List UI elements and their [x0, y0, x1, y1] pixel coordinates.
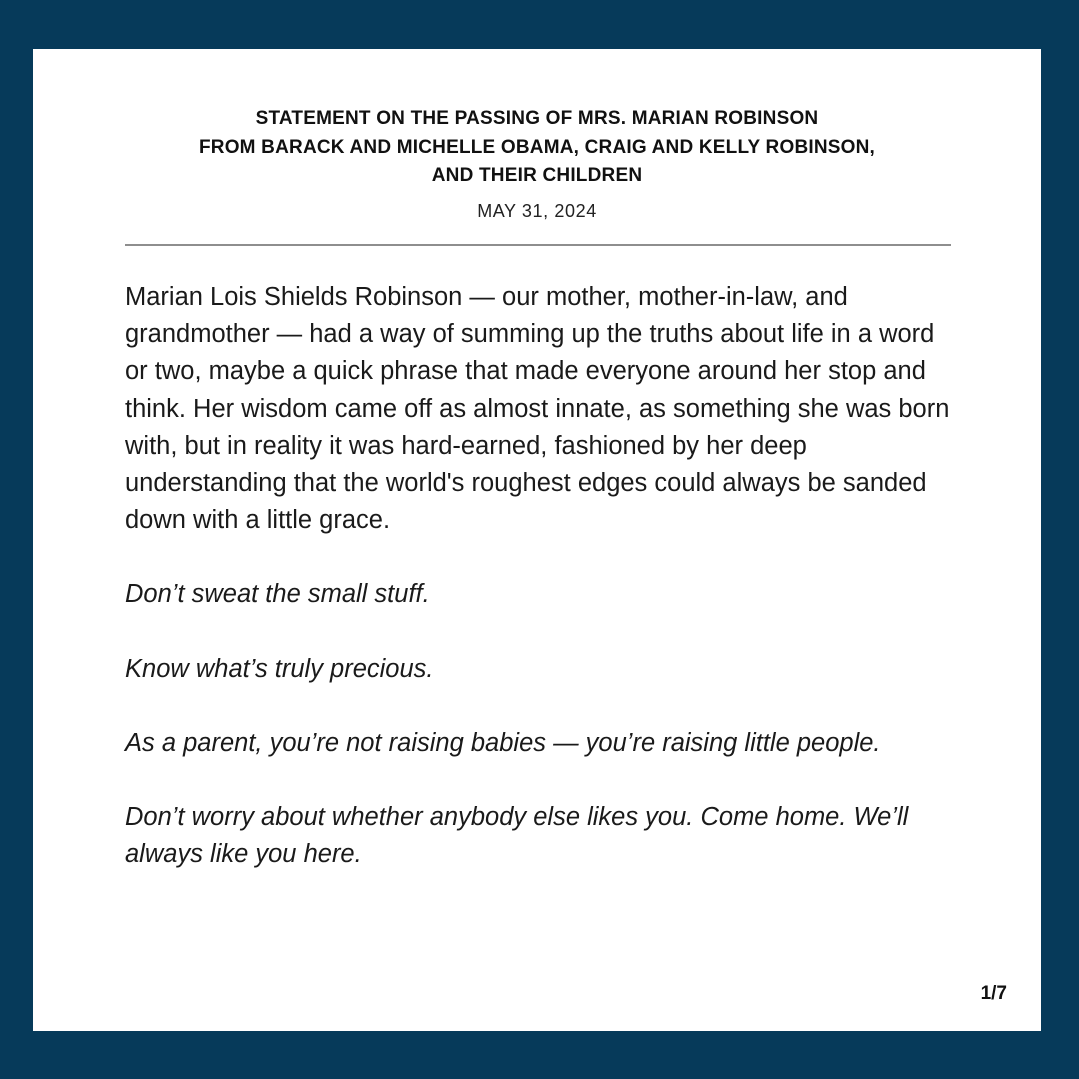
quote-1: Don’t sweat the small stuff.: [125, 580, 430, 609]
statement-card: [33, 49, 1041, 1031]
statement-date: MAY 31, 2024: [477, 200, 597, 221]
title-line-3: AND THEIR CHILDREN: [431, 165, 643, 186]
header-divider: [125, 244, 951, 246]
quote-4: Don’t worry about whether anybody else likes you. Come home. We’ll always like you here.: [125, 803, 909, 869]
page-indicator: 1/7: [980, 983, 1007, 1004]
title-line-1: STATEMENT ON THE PASSING OF MRS. MARIAN ROBINSON: [255, 108, 819, 129]
quote-3: As a parent, you’re not raising babies — you’re raising little people.: [125, 728, 881, 757]
statement-body: [125, 279, 955, 873]
quote-2: Know what’s truly precious.: [125, 654, 434, 683]
intro-paragraph: Marian Lois Shields Robinson — our mother, mother-in-law, and grandmother — had a way of summing up the truths about life in a word or two, maybe a quick phrase that made everyone around her stop and think. Her wisdom came off as almost innate, as something she was born with, but in reality it was hard-earned, fashioned by her deep understanding that the world's roughest edges could always be sanded down with a little grace.: [125, 283, 950, 535]
title-line-2: FROM BARACK AND MICHELLE OBAMA, CRAIG AND KELLY ROBINSON,: [198, 136, 876, 158]
statement-header: [33, 105, 1041, 222]
